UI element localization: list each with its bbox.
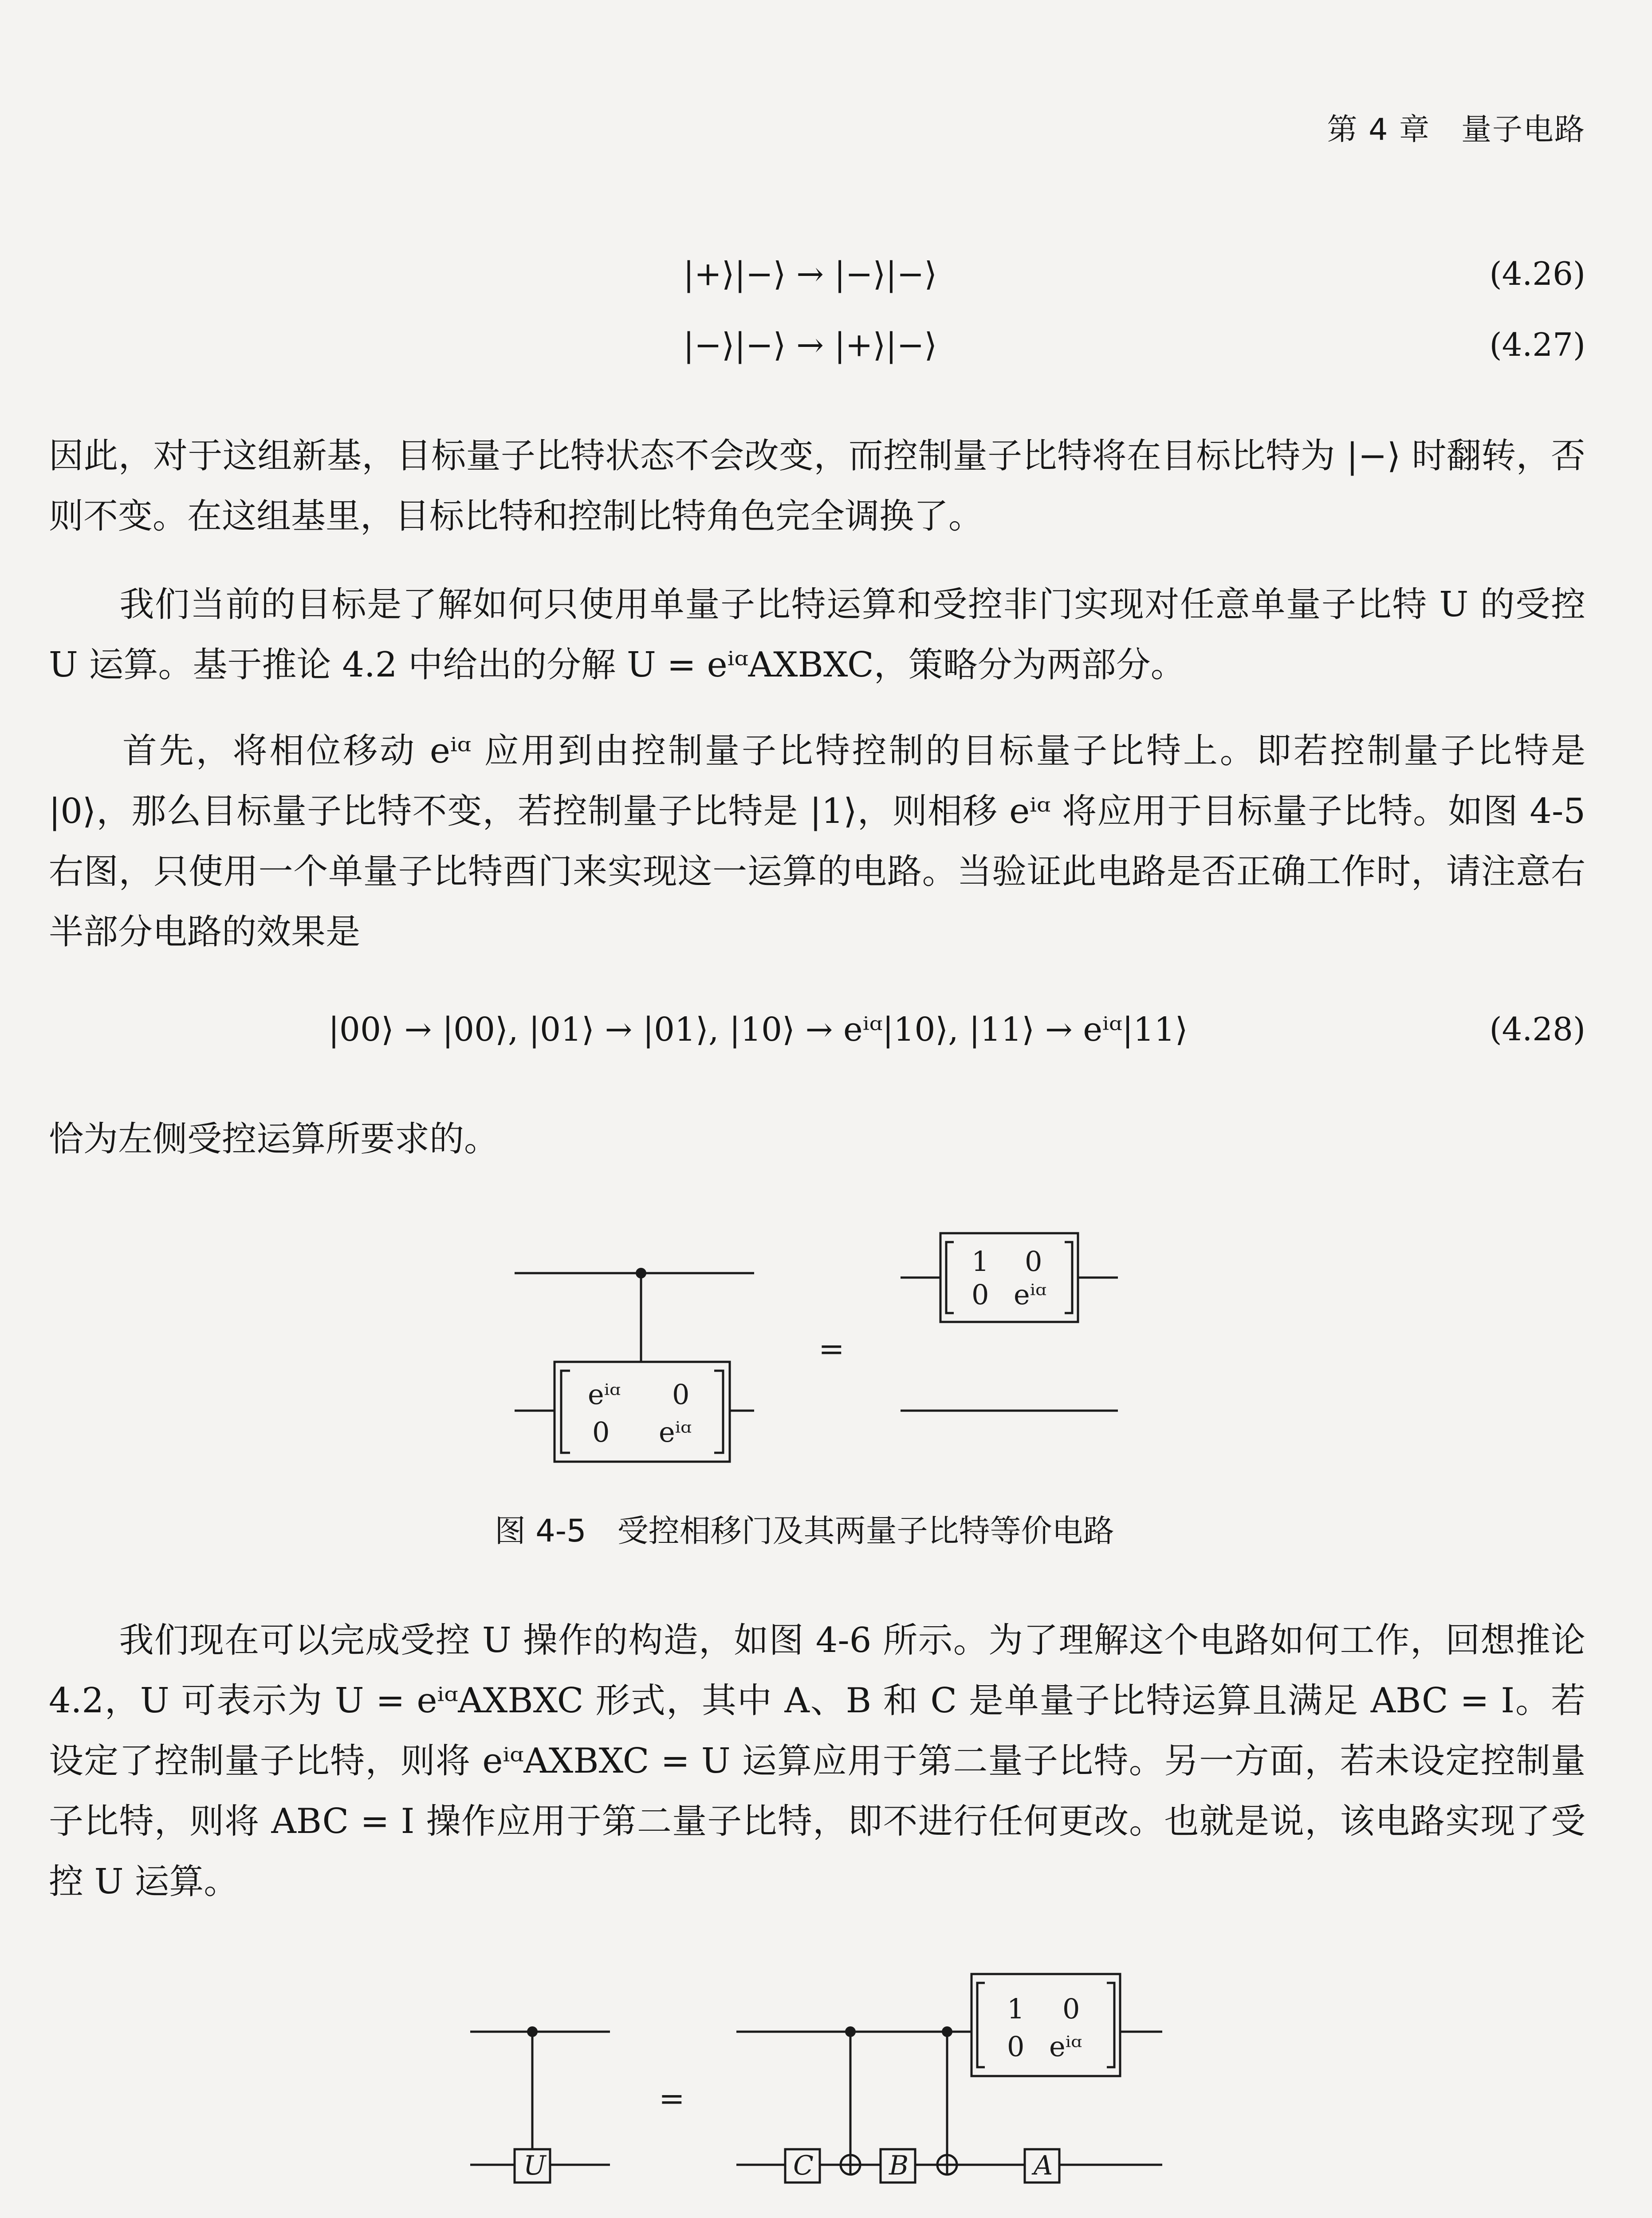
figure-4-5-circuit (506, 1215, 1171, 1490)
matrix-bracket-left (977, 1983, 985, 2067)
equation-4-28: |00⟩ → |00⟩, |01⟩ → |01⟩, |10⟩ → eⁱᵅ|10⟩, |11⟩ → eⁱᵅ|11⟩ (328, 1011, 1188, 1049)
equals-sign: = (818, 1331, 845, 1367)
paragraph-basis-swap: 因此，对于这组新基，目标量子比特状态不会改变，而控制量子比特将在目标比特为 |−⟩ 时翻转，否则不变。在这组基里，目标比特和控制比特角色完全调换了。 (49, 436, 1585, 536)
matrix-cell: 0 (672, 1378, 690, 1411)
matrix-cell: 0 (1007, 2030, 1025, 2063)
matrix-cell: eⁱᵅ (588, 1378, 621, 1411)
figure-4-6-circuit (461, 1965, 1224, 2205)
paragraph-conclusion: 恰为左侧受控运算所要求的。 (49, 1119, 499, 1159)
matrix-cell: 0 (592, 1416, 610, 1448)
matrix-bracket-right-r (1065, 1242, 1072, 1313)
matrix-cell: 0 (1025, 1245, 1042, 1278)
figure-4-5-caption: 图 4-5 受控相移门及其两量子比特等价电路 (495, 1513, 1114, 1549)
matrix-cell: 1 (972, 1245, 989, 1278)
paragraph-goal: 我们当前的目标是了解如何只使用单量子比特运算和受控非门实现对任意单量子比特 U 的受控 U 运算。基于推论 4.2 中给出的分解 U = eⁱᵅAXBXC，策略分为两部分。 (49, 585, 1585, 685)
equals-sign: = (659, 2080, 685, 2117)
control-dot (845, 2026, 856, 2037)
gate-label: B (889, 2150, 909, 2181)
chapter-header: 第 4 章 量子电路 (1327, 112, 1585, 147)
matrix-cell: 0 (972, 1278, 989, 1311)
paragraph-controlled-u: 我们现在可以完成受控 U 操作的构造，如图 4-6 所示。为了理解这个电路如何工作，回想推论 4.2，U 可表示为 U = eⁱᵅAXBXC 形式，其中 A、B 和 C 是单量子比特运算且满足 ABC = I。若设定了控制量子比特，则将 eⁱᵅAXBXC = U 运算应用于第二量子比特。另一方面，若未设定控制量子比特，则将 ABC = I 操作应用于第二量子比特，即不进行任何更改。也就是说，该电路实现了受控 U 运算。 (49, 1620, 1585, 1902)
gate-label: A (1034, 2150, 1053, 2181)
matrix-bracket-left-r (946, 1242, 954, 1313)
equation-number-4-28: (4.28) (1489, 1011, 1585, 1048)
matrix-cell: 0 (1062, 1993, 1080, 2025)
control-dot (636, 1268, 646, 1278)
gate-label: U (523, 2150, 546, 2181)
equation-4-26: |+⟩|−⟩ → |−⟩|−⟩ (683, 255, 937, 293)
equation-number-4-27: (4.27) (1489, 326, 1585, 363)
control-dot (942, 2026, 952, 2037)
matrix-cell: eⁱᵅ (1049, 2030, 1082, 2063)
matrix-cell: 1 (1007, 1993, 1025, 2025)
matrix-bracket-right (714, 1371, 723, 1453)
phase-gate-box (972, 1974, 1120, 2076)
control-dot (527, 2026, 538, 2037)
equation-number-4-26: (4.26) (1489, 255, 1585, 292)
matrix-cell: eⁱᵅ (1014, 1278, 1046, 1311)
phase-gate-box-right (940, 1233, 1078, 1322)
paragraph-phase-shift: 首先，将相位移动 eⁱᵅ 应用到由控制量子比特控制的目标量子比特上。即若控制量子比特是 |0⟩，那么目标量子比特不变，若控制量子比特是 |1⟩，则相移 eⁱᵅ 将应用于目标量子比特。如图 4-5 右图，只使用一个单量子比特酉门来实现这一运算的电路。当验证此电路是否正确工作时，请注意右半部分电路的效果是 (49, 731, 1585, 952)
matrix-cell: eⁱᵅ (659, 1416, 692, 1448)
matrix-bracket-right (1107, 1983, 1114, 2067)
equation-4-27: |−⟩|−⟩ → |+⟩|−⟩ (683, 326, 937, 364)
matrix-bracket-left (561, 1371, 570, 1453)
phase-gate-box (555, 1362, 730, 1462)
gate-label: C (793, 2150, 814, 2181)
